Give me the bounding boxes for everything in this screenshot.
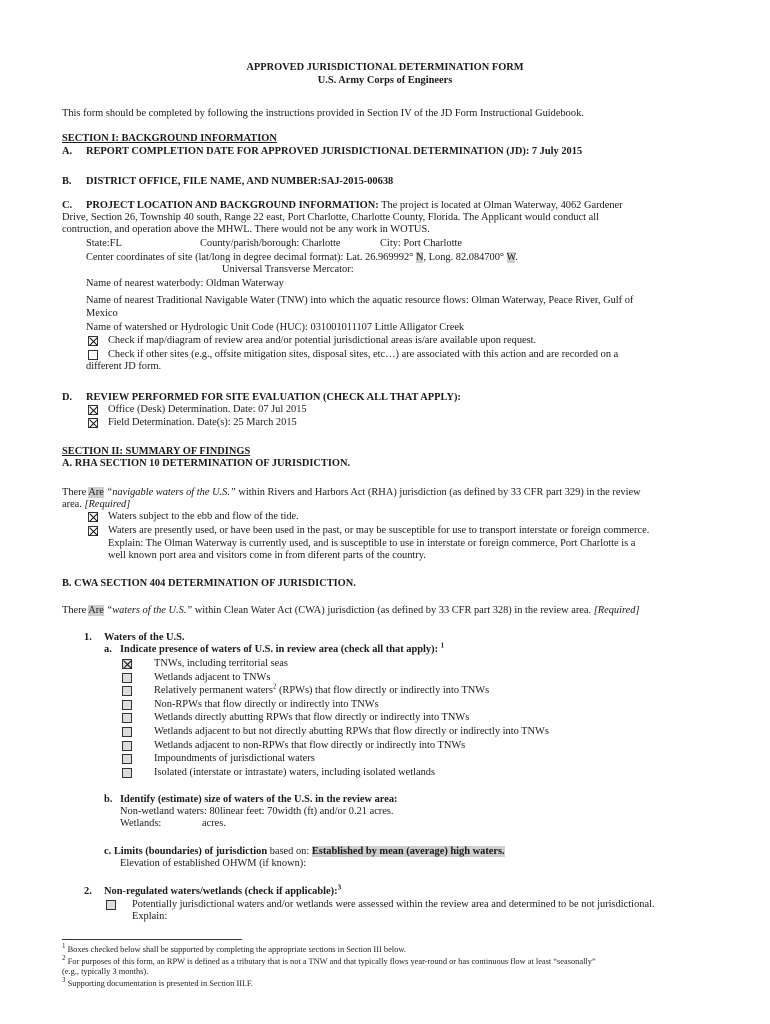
waters-type-label <box>154 712 469 724</box>
form-subtitle: U.S. Army Corps of Engineers <box>317 75 453 86</box>
section-1c-letter: C. <box>62 200 73 211</box>
office-determination-label: Office (Desk) Determination. Date: 07 Jul 2015 <box>108 404 307 415</box>
cwa-statement <box>62 605 640 617</box>
waters-type-checkbox[interactable] <box>122 659 132 669</box>
footnote-mark: 3 <box>62 976 66 985</box>
waters-type-checkbox[interactable] <box>122 673 132 683</box>
waters-item-number: 1. <box>84 632 92 643</box>
field-determination-checkbox[interactable] <box>88 418 98 428</box>
section-1b-letter: B. <box>62 176 72 187</box>
coordinates-label: Center coordinates of site (lat/long in degree decimal format): Lat. 26.969992° <box>86 252 414 263</box>
rha-are-select[interactable]: Are <box>88 487 104 498</box>
project-location-line-3: contruction, and operation above the MHWL. There would not be any work in WOTUS. <box>62 224 430 235</box>
rha-statement-rest: within Rivers and Harbors Act (RHA) jurisdiction (as defined by 33 CFR part 329) in the review <box>235 487 641 498</box>
footnote-line <box>62 976 254 989</box>
waters-type-label-text: Relatively permanent waters <box>154 685 273 697</box>
limits-based-on: based on: <box>267 846 312 857</box>
nonreg-label: Potentially jurisdictional waters and/or wetlands were assessed within the review area and determined to be not jurisdictional. <box>132 899 655 910</box>
waters-type-checkbox[interactable] <box>122 700 132 710</box>
longitude-value: , Long. 82.084700° <box>423 252 505 263</box>
commerce-use-label: Waters are presently used, or have been used in the past, or may be susceptible for use to transport interstate or foreign commerce. <box>108 525 650 536</box>
limits-line <box>104 846 505 858</box>
report-completion-date: REPORT COMPLETION DATE FOR APPROVED JURISDICTIONAL DETERMINATION (JD): 7 July 2015 <box>86 146 583 157</box>
rha-navigable-term: “navigable waters of the U.S.” <box>103 487 236 498</box>
waters-b-heading: Identify (estimate) size of waters of the U.S. in the review area: <box>120 794 398 805</box>
waters-item-label: Waters of the U.S. <box>104 632 185 643</box>
waters-type-label-text: Non-RPWs that flow directly or indirectly into TNWs <box>154 698 379 710</box>
project-location-line-2: Drive, Section 26, Township 40 south, Range 22 east, Port Charlotte, Charlotte County, Florida. The Applicant would conduct all <box>62 212 600 223</box>
waters-c-letter: c. <box>104 846 112 857</box>
ebb-flow-checkbox[interactable] <box>88 512 98 522</box>
project-location-text: The project is located at Olman Waterway, 4062 Gardener <box>378 200 623 211</box>
waters-type-label-rest: (RPWs) that flow directly or indirectly into TNWs <box>276 685 490 697</box>
commerce-use-checkbox[interactable] <box>88 526 98 536</box>
waters-type-label-text: TNWs, including territorial seas <box>154 658 288 669</box>
waters-type-label <box>154 726 549 738</box>
cwa-statement-rest: within Clean Water Act (CWA) jurisdiction (as defined by 33 CFR part 328) in the review area. <box>192 605 594 616</box>
waters-type-label-text: Wetlands adjacent to TNWs <box>154 671 271 683</box>
state-field: State:FL <box>86 238 122 249</box>
waters-type-label <box>154 767 435 779</box>
limits-value-select[interactable]: Established by mean (average) high waters. <box>311 846 505 857</box>
waters-type-label <box>154 740 465 752</box>
footnote-line <box>62 967 148 977</box>
latitude-direction: N <box>415 252 424 263</box>
intro-text: This form should be completed by following the instructions provided in Section IV of the JD Form Instructional Guidebook. <box>62 108 584 119</box>
footnote-ref-1: 1 <box>440 641 445 650</box>
limits-heading: Limits (boundaries) of jurisdiction <box>113 846 268 857</box>
rha-statement-line-2 <box>62 499 130 511</box>
waters-type-checkbox[interactable] <box>122 754 132 764</box>
nearest-tnw-line-2: Mexico <box>86 308 118 319</box>
review-performed-heading: REVIEW PERFORMED FOR SITE EVALUATION (CHECK ALL THAT APPLY): <box>86 392 461 403</box>
waters-type-label-text: Wetlands adjacent to non-RPWs that flow directly or indirectly into TNWs <box>154 739 466 751</box>
coordinates-end: . <box>515 252 518 263</box>
waters-type-checkbox[interactable] <box>122 727 132 737</box>
field-determination-label: Field Determination. Date(s): 25 March 2015 <box>108 417 297 428</box>
waters-type-label <box>154 658 288 670</box>
waters-type-label <box>154 672 270 684</box>
waters-type-label-text: Isolated (interstate or intrastate) waters, including isolated wetlands <box>154 766 436 778</box>
project-location-heading: PROJECT LOCATION AND BACKGROUND INFORMATION: <box>86 200 379 211</box>
waters-type-label-text: Wetlands adjacent to but not directly abutting RPWs that flow directly or indirectly into TNWs <box>154 726 549 737</box>
ebb-flow-label: Waters subject to the ebb and flow of the tide. <box>108 511 299 522</box>
footnote-divider <box>62 939 242 940</box>
nearest-waterbody: Name of nearest waterbody: Oldman Waterway <box>86 278 284 289</box>
other-sites-label-1: Check if other sites (e.g., offsite mitigation sites, disposal sites, etc…) are associated with this action and are recorded on a <box>108 349 619 360</box>
waters-a-heading <box>120 641 445 656</box>
nonreg-checkbox[interactable] <box>106 900 116 910</box>
map-available-checkbox[interactable] <box>88 336 98 346</box>
cwa-section-heading: B. CWA SECTION 404 DETERMINATION OF JURISDICTION. <box>62 578 356 589</box>
longitude-direction: W <box>506 252 516 263</box>
nearest-tnw-line-1: Name of nearest Traditional Navigable Water (TNW) into which the aquatic resource flows: Olman Waterway, Peace River, Gulf of <box>86 295 634 306</box>
waters-a-letter: a. <box>104 644 112 655</box>
footnote-text: Boxes checked below shall be supported by completing the appropriate sections in Section III below. <box>65 945 406 954</box>
district-office-file: DISTRICT OFFICE, FILE NAME, AND NUMBER:SAJ-2015-00638 <box>86 176 394 187</box>
project-location-line-1 <box>86 200 623 212</box>
footnote-line <box>62 954 596 967</box>
section-1a-letter: A. <box>62 146 73 157</box>
county-field: County/parish/borough: Charlotte <box>200 238 341 249</box>
commerce-explain-line-1: Explain: The Olman Waterway is currently used, and is susceptible to use in interstate or foreign commerce, Port Charlotte is a <box>108 538 636 549</box>
rha-statement-line-1 <box>62 487 641 499</box>
utm-label: Universal Transverse Mercator: <box>222 264 354 275</box>
nonreg-heading <box>104 883 342 898</box>
office-determination-checkbox[interactable] <box>88 405 98 415</box>
rha-section-heading: A. RHA SECTION 10 DETERMINATION OF JURISDICTION. <box>62 458 351 469</box>
wetlands-acres-unit: acres. <box>202 818 226 829</box>
waters-type-checkbox[interactable] <box>122 768 132 778</box>
rha-there: There <box>62 487 89 498</box>
waters-type-checkbox[interactable] <box>122 686 132 696</box>
nonreg-explain-label: Explain: <box>132 911 168 922</box>
footnote-ref-3: 3 <box>337 883 342 892</box>
cwa-required: [Required] <box>593 605 640 616</box>
cwa-are-select[interactable]: Are <box>88 605 104 616</box>
waters-type-checkbox[interactable] <box>122 741 132 751</box>
footnote-line <box>62 942 406 955</box>
nonreg-heading-text: Non-regulated waters/wetlands (check if applicable): <box>104 886 338 897</box>
footnote-text: (e.g., typically 3 months). <box>62 967 149 976</box>
waters-type-checkbox[interactable] <box>122 713 132 723</box>
map-available-label: Check if map/diagram of review area and/or potential jurisdictional areas is/are available upon request. <box>108 335 537 346</box>
coordinates-line <box>86 252 518 264</box>
footnote-text: For purposes of this form, an RPW is defined as a tributary that is not a TNW and that typically flows year-round or has continuous flow at least “seasonally” <box>65 957 596 966</box>
nonreg-item-number: 2. <box>84 886 92 897</box>
other-sites-label-2: different JD form. <box>86 361 162 372</box>
cwa-waters-term: “waters of the U.S.” <box>103 605 193 616</box>
ohwm-elevation-label: Elevation of established OHWM (if known): <box>120 858 307 869</box>
rha-area-prefix: area. <box>62 499 85 510</box>
city-field: City: Port Charlotte <box>380 238 462 249</box>
waters-a-heading-text: Indicate presence of waters of U.S. in review area (check all that apply): <box>120 644 439 655</box>
waters-type-label <box>154 699 379 711</box>
cwa-there: There <box>62 605 89 616</box>
waters-type-label <box>154 682 490 697</box>
form-title: APPROVED JURISDICTIONAL DETERMINATION FORM <box>246 62 524 73</box>
section-1-heading: SECTION I: BACKGROUND INFORMATION <box>62 133 277 144</box>
footnote-text: Supporting documentation is presented in Section III.F. <box>65 979 254 988</box>
commerce-explain-line-2: well known port area and visitors come in from diferent parts of the country. <box>108 550 426 561</box>
footnote-ref-2: 2 <box>272 682 277 691</box>
section-2-heading: SECTION II: SUMMARY OF FINDINGS <box>62 446 251 457</box>
rha-required: [Required] <box>84 499 131 510</box>
wetlands-label: Wetlands: <box>120 818 162 829</box>
non-wetland-waters: Non-wetland waters: 80linear feet: 70width (ft) and/or 0.21 acres. <box>120 806 394 817</box>
waters-type-label-text: Impoundments of jurisdictional waters <box>154 753 315 765</box>
waters-b-letter: b. <box>104 794 113 805</box>
footnote-mark: 2 <box>62 954 66 963</box>
section-1d-letter: D. <box>62 392 73 403</box>
other-sites-checkbox[interactable] <box>88 350 98 360</box>
watershed-huc: Name of watershed or Hydrologic Unit Code (HUC): 031001011107 Little Alligator Creek <box>86 322 465 333</box>
footnote-mark: 1 <box>62 942 66 951</box>
waters-type-label <box>154 753 315 765</box>
waters-type-label-text: Wetlands directly abutting RPWs that flow directly or indirectly into TNWs <box>154 712 470 724</box>
